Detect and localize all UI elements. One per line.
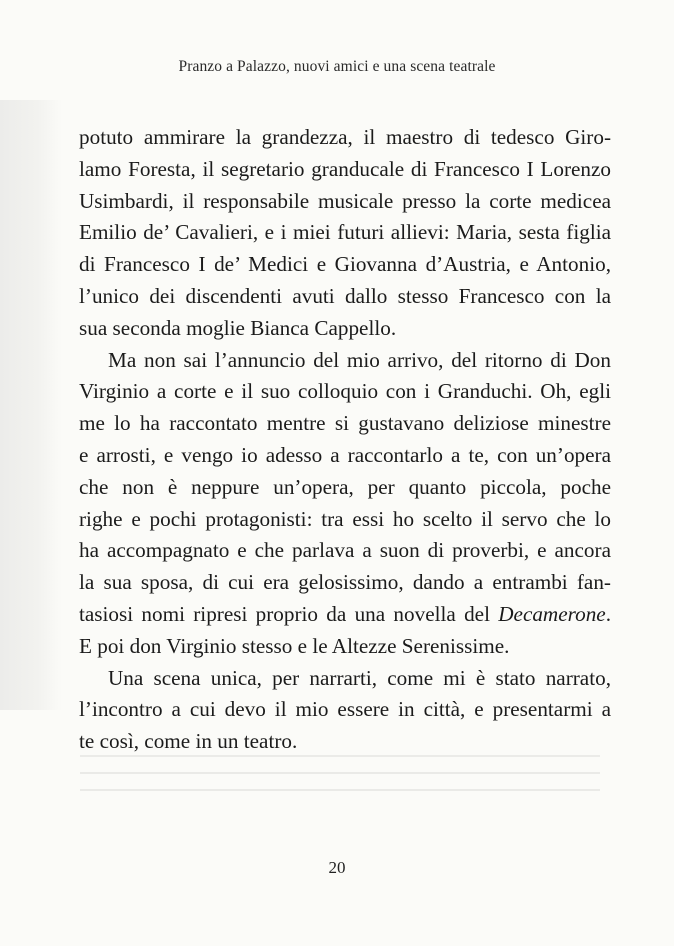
text-line: sua seconda moglie Bianca Cappello. — [79, 315, 397, 340]
page-number: 20 — [328, 858, 346, 877]
text-line: l’incontro a cui devo il mio essere in città, e presentarmi a — [79, 697, 611, 722]
text-fragment: . — [605, 601, 611, 626]
text-line: e arrosti, e vengo io adesso a raccontarlo a te, con un’opera — [79, 442, 611, 467]
bleed-through-shadow — [0, 100, 62, 710]
text-line — [79, 599, 611, 631]
book-title: Decamerone — [498, 601, 606, 626]
text-line: che non è neppure un’opera, per quanto piccola, poche — [79, 474, 611, 499]
text-line: me lo ha raccontato mentre si gustavano deliziose minestre — [79, 411, 611, 436]
text-line: te così, come in un teatro. — [79, 729, 298, 754]
body-text — [79, 122, 611, 758]
text-line: l’unico dei discendenti avuti dallo stesso Francesco con la — [79, 283, 611, 308]
text-line: lamo Foresta, il segretario granducale di Francesco I Lorenzo — [79, 156, 611, 181]
text-line: Ma non sai l’annuncio del mio arrivo, del ritorno di Don — [108, 347, 611, 372]
text-line: ha accompagnato e che parlava a suon di proverbi, e ancora — [79, 538, 611, 563]
text-line: righe e pochi protagonisti: tra essi ho scelto il servo che lo — [79, 506, 611, 531]
text-line: Virginio a corte e il suo colloquio con i Granduchi. Oh, egli — [79, 379, 611, 404]
text-line: di Francesco I de’ Medici e Giovanna d’Austria, e Antonio, — [79, 252, 611, 277]
bleed-through-text — [80, 755, 600, 815]
text-fragment: tasiosi nomi ripresi proprio da una novella del — [79, 601, 499, 626]
text-line: potuto ammirare la grandezza, il maestro di tedesco Giro- — [79, 125, 611, 149]
paragraph-3 — [79, 663, 611, 758]
text-line: E poi don Virginio stesso e le Altezze Serenissime. — [79, 633, 510, 658]
paragraph-1 — [79, 122, 611, 345]
text-line: Usimbardi, il responsabile musicale presso la corte medicea — [79, 188, 611, 213]
text-line: Una scena unica, per narrarti, come mi è stato narrato, — [108, 665, 611, 690]
running-head: Pranzo a Palazzo, nuovi amici e una scena teatrale — [178, 58, 496, 75]
text-line: Emilio de’ Cavalieri, e i miei futuri allievi: Maria, sesta figlia — [79, 220, 611, 245]
text-line: la sua sposa, di cui era gelosissimo, dando a entrambi fan- — [79, 570, 611, 595]
paragraph-2 — [79, 345, 611, 663]
